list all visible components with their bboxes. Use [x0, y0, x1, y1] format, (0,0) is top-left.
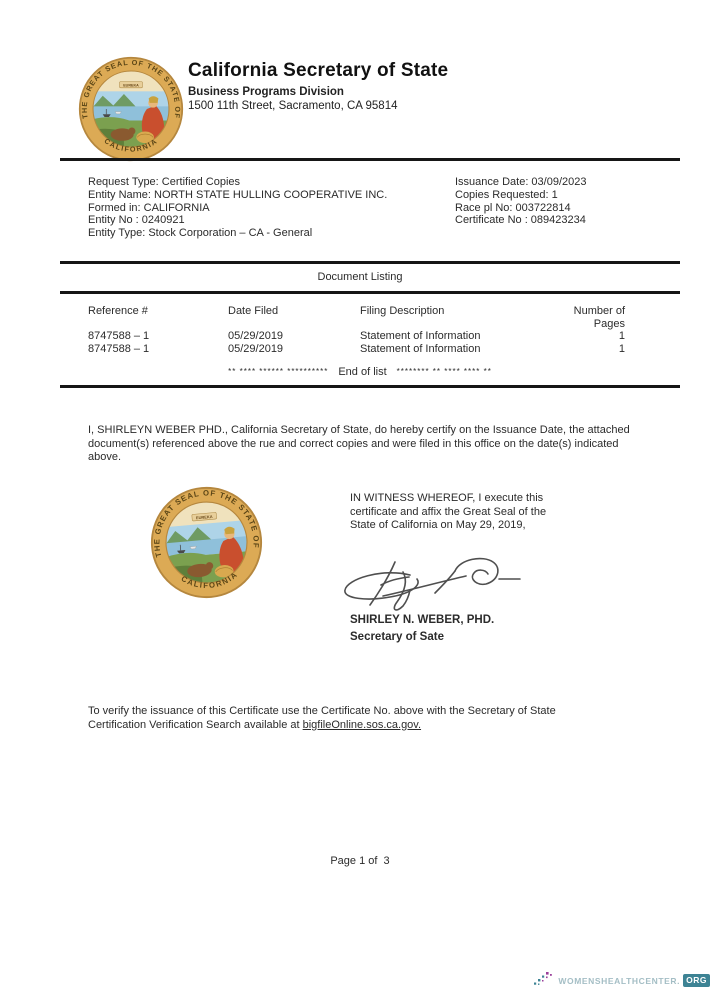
witness-statement [350, 492, 546, 533]
witness-line: certificate and affix the Great Seal of the [350, 505, 547, 518]
watermark [533, 972, 710, 989]
certificate-no: Certificate No : 089423234 [455, 214, 586, 227]
entity-name: Entity Name: NORTH STATE HULLING COOPERATIVE INC. [88, 188, 388, 201]
col-filing-description: Filing Description [360, 305, 445, 317]
cell-date-filed: 05/29/2019 [228, 342, 284, 355]
watermark-dots-icon [533, 972, 555, 989]
verification-text: To verify the issuance of this Certificate use the Certificate No. above with the Secretary of State Certification Verification Search available at [88, 705, 556, 731]
end-of-list-line [0, 366, 720, 378]
request-info-right [455, 176, 586, 227]
request-type: Request Type: Certified Copies [88, 176, 241, 188]
formed-in: Formed in: CALIFORNIA [88, 201, 210, 214]
col-reference: Reference # [88, 305, 148, 317]
col-number-of-pages: Number of Pages [573, 305, 625, 330]
signer-name: SHIRLEY N. WEBER, PHD. [350, 614, 495, 626]
cell-reference: 8747588 – 1 [88, 330, 150, 342]
watermark-tld-badge: ORG [683, 974, 710, 987]
cell-number-of-pages: 1 [618, 330, 625, 342]
address-line: 1500 11th Street, Sacramento, CA 95814 [188, 100, 398, 112]
divider-below-listing-title [60, 291, 680, 294]
cell-date-filed: 05/29/2019 [228, 330, 284, 342]
verification-paragraph [88, 705, 574, 732]
document-listing-title: Document Listing [317, 271, 403, 283]
issuance-date: Issuance Date: 03/09/2023 [455, 176, 587, 188]
header [188, 60, 448, 112]
great-seal-of-california-icon [145, 481, 267, 603]
request-info-left [88, 176, 387, 240]
great-seal-of-california-icon [78, 56, 184, 162]
page-indicator: Page 1 of 3 [330, 855, 390, 867]
divider-header [60, 158, 680, 161]
witness-line: IN WITNESS WHEREOF, I execute this [350, 492, 544, 504]
division-subtitle: Business Programs Division [188, 86, 344, 98]
table-row [88, 343, 625, 356]
cell-reference: 8747588 – 1 [88, 342, 150, 355]
signature-scribble [338, 546, 530, 618]
cell-filing-description: Statement of Information [360, 330, 481, 342]
certification-paragraph: I, SHIRLEYN WEBER PHD., California Secretary of State, do hereby certify on the Issuance Date, the attached document(s) referenced above the rue and correct copies and were filed in this office on the date(s) indicated above. [88, 424, 630, 463]
cell-number-of-pages: 1 [618, 342, 625, 355]
table-header-row [88, 305, 625, 330]
end-of-list-stars-left: ** **** ****** ********** [228, 367, 329, 376]
receipt-no: Race pl No: 003722814 [455, 201, 571, 214]
end-of-list-label: End of list [338, 366, 387, 378]
verification-link[interactable]: bigfileOnline.sos.ca.gov. [302, 718, 422, 731]
divider-above-listing [60, 261, 680, 264]
watermark-site-name: WOMENSHEALTHCENTER. [558, 975, 681, 986]
col-date-filed: Date Filed [228, 305, 279, 317]
divider-below-end-of-list [60, 385, 680, 388]
end-of-list-stars-right: ******** ** **** **** ** [396, 367, 492, 376]
entity-type: Entity Type: Stock Corporation – CA - General [88, 227, 313, 240]
table-row [88, 330, 625, 343]
page-title: California Secretary of State [188, 60, 449, 81]
document-listing-table [88, 305, 625, 355]
cell-filing-description: Statement of Information [360, 342, 481, 355]
copies-requested: Copies Requested: 1 [455, 188, 558, 201]
witness-line: State of California on May 29, 2019, [350, 519, 526, 531]
signer-title: Secretary of Sate [350, 631, 444, 643]
entity-no: Entity No : 0240921 [88, 214, 185, 227]
